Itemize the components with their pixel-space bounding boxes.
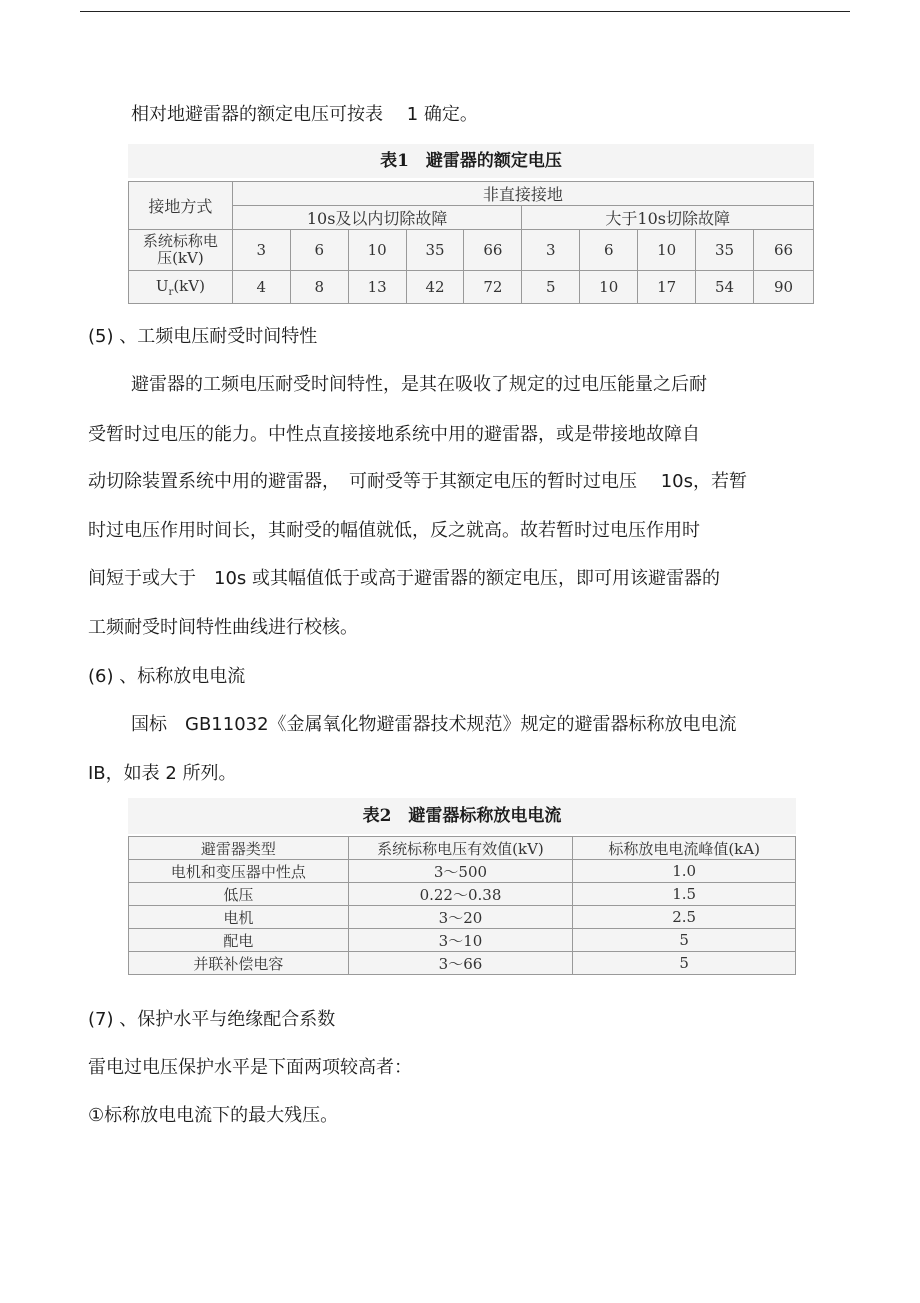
table2-cell: 3～66 (348, 952, 573, 975)
sec7-line: 雷电过电压保护水平是下面两项较高者： (88, 1057, 412, 1078)
sec5-line: 间短于或大于 10s 或其幅值低于或高于避雷器的额定电压，即可用该避雷器的 (88, 568, 721, 589)
table1-cell: 3 (232, 230, 290, 271)
table1-cell: 35 (406, 230, 464, 271)
row2-label-sub: r (168, 286, 174, 298)
table1-cell: 5 (522, 271, 580, 304)
table1-cell: 4 (232, 271, 290, 304)
table2-caption: 表2 避雷器标称放电电流 (128, 798, 796, 834)
table1-cell: 6 (290, 230, 348, 271)
table1-cell: 72 (464, 271, 522, 304)
table1-cell: 17 (638, 271, 696, 304)
table2-cell: 3～10 (348, 929, 573, 952)
table1-group-header: 非直接接地 (232, 182, 813, 206)
table1-cell: 8 (290, 271, 348, 304)
row1-label-line2: 压(kV) (157, 249, 204, 267)
table2-cell: 3～20 (348, 906, 573, 929)
sec5-line: 时过电压作用时间长，其耐受的幅值就低，反之就高。故若暂时过电压作用时 (88, 520, 700, 541)
table1-col0-header: 接地方式 (129, 182, 233, 230)
table1-cell: 3 (522, 230, 580, 271)
table2-cell: 低压 (129, 883, 349, 906)
table2-cell: 电机和变压器中性点 (129, 860, 349, 883)
table1-cell: 66 (464, 230, 522, 271)
sec6-line: 国标 GB11032《金属氧化物避雷器技术规范》规定的避雷器标称放电电流 (131, 714, 737, 735)
table1-cell: 35 (696, 230, 754, 271)
row2-label-unit: (kV) (173, 276, 205, 295)
table1-sub-header-2: 大于10s切除故障 (522, 206, 814, 230)
table2-cell: 1.0 (573, 860, 796, 883)
sec5-line: 工频耐受时间特性曲线进行校核。 (88, 617, 358, 638)
table1-cell: 13 (348, 271, 406, 304)
para1-text: 相对地避雷器的额定电压可按表 (131, 104, 383, 125)
table2-cell: 3～500 (348, 860, 573, 883)
sec6-heading: (6) 、标称放电电流 (88, 666, 246, 687)
table2-cell: 2.5 (573, 906, 796, 929)
table2-cell: 电机 (129, 906, 349, 929)
table1-row1-label (129, 230, 233, 271)
para-table1-reference (131, 103, 478, 127)
sec5-line: 受暂时过电压的能力。中性点直接接地系统中用的避雷器，或是带接地故障自 (88, 424, 700, 445)
table1-cell: 6 (580, 230, 638, 271)
table1-cell: 66 (753, 230, 813, 271)
row2-label-main: U (155, 276, 169, 295)
sec7-line: ①标称放电电流下的最大残压。 (88, 1105, 339, 1126)
table1 (128, 181, 814, 304)
table2-header: 系统标称电压有效值(kV) (348, 837, 573, 860)
sec7-heading: (7) 、保护水平与绝缘配合系数 (88, 1009, 336, 1030)
table1-row2-label (129, 271, 233, 304)
sec5-line: 动切除装置系统中用的避雷器， 可耐受等于其额定电压的暂时过电压 10s，若暂 (88, 471, 748, 492)
para1-ref: 1 (406, 104, 419, 125)
table1-cell: 90 (753, 271, 813, 304)
table1-cell: 10 (348, 230, 406, 271)
sec5-heading: (5) 、工频电压耐受时间特性 (88, 326, 318, 347)
sec6-line: IB，如表 2 所列。 (88, 763, 237, 784)
table2-cell: 配电 (129, 929, 349, 952)
table2-cell: 0.22～0.38 (348, 883, 573, 906)
table1-cell: 54 (696, 271, 754, 304)
table2-cell: 1.5 (573, 883, 796, 906)
table2-cell: 并联补偿电容 (129, 952, 349, 975)
table2 (128, 836, 796, 975)
sec5-line: 避雷器的工频电压耐受时间特性，是其在吸收了规定的过电压能量之后耐 (131, 374, 707, 395)
table1-cell: 10 (580, 271, 638, 304)
table2-header: 标称放电电流峰值(kA) (573, 837, 796, 860)
table1-sub-header-1: 10s及以内切除故障 (232, 206, 522, 230)
row1-label-line1: 系统标称电 (142, 232, 218, 250)
table2-header: 避雷器类型 (129, 837, 349, 860)
header-rule (80, 11, 850, 12)
table2-cell: 5 (573, 952, 796, 975)
table2-cell: 5 (573, 929, 796, 952)
para1-after: 确定。 (423, 104, 478, 125)
table1-caption: 表1 避雷器的额定电压 (128, 144, 814, 178)
table1-cell: 10 (638, 230, 696, 271)
table1-cell: 42 (406, 271, 464, 304)
